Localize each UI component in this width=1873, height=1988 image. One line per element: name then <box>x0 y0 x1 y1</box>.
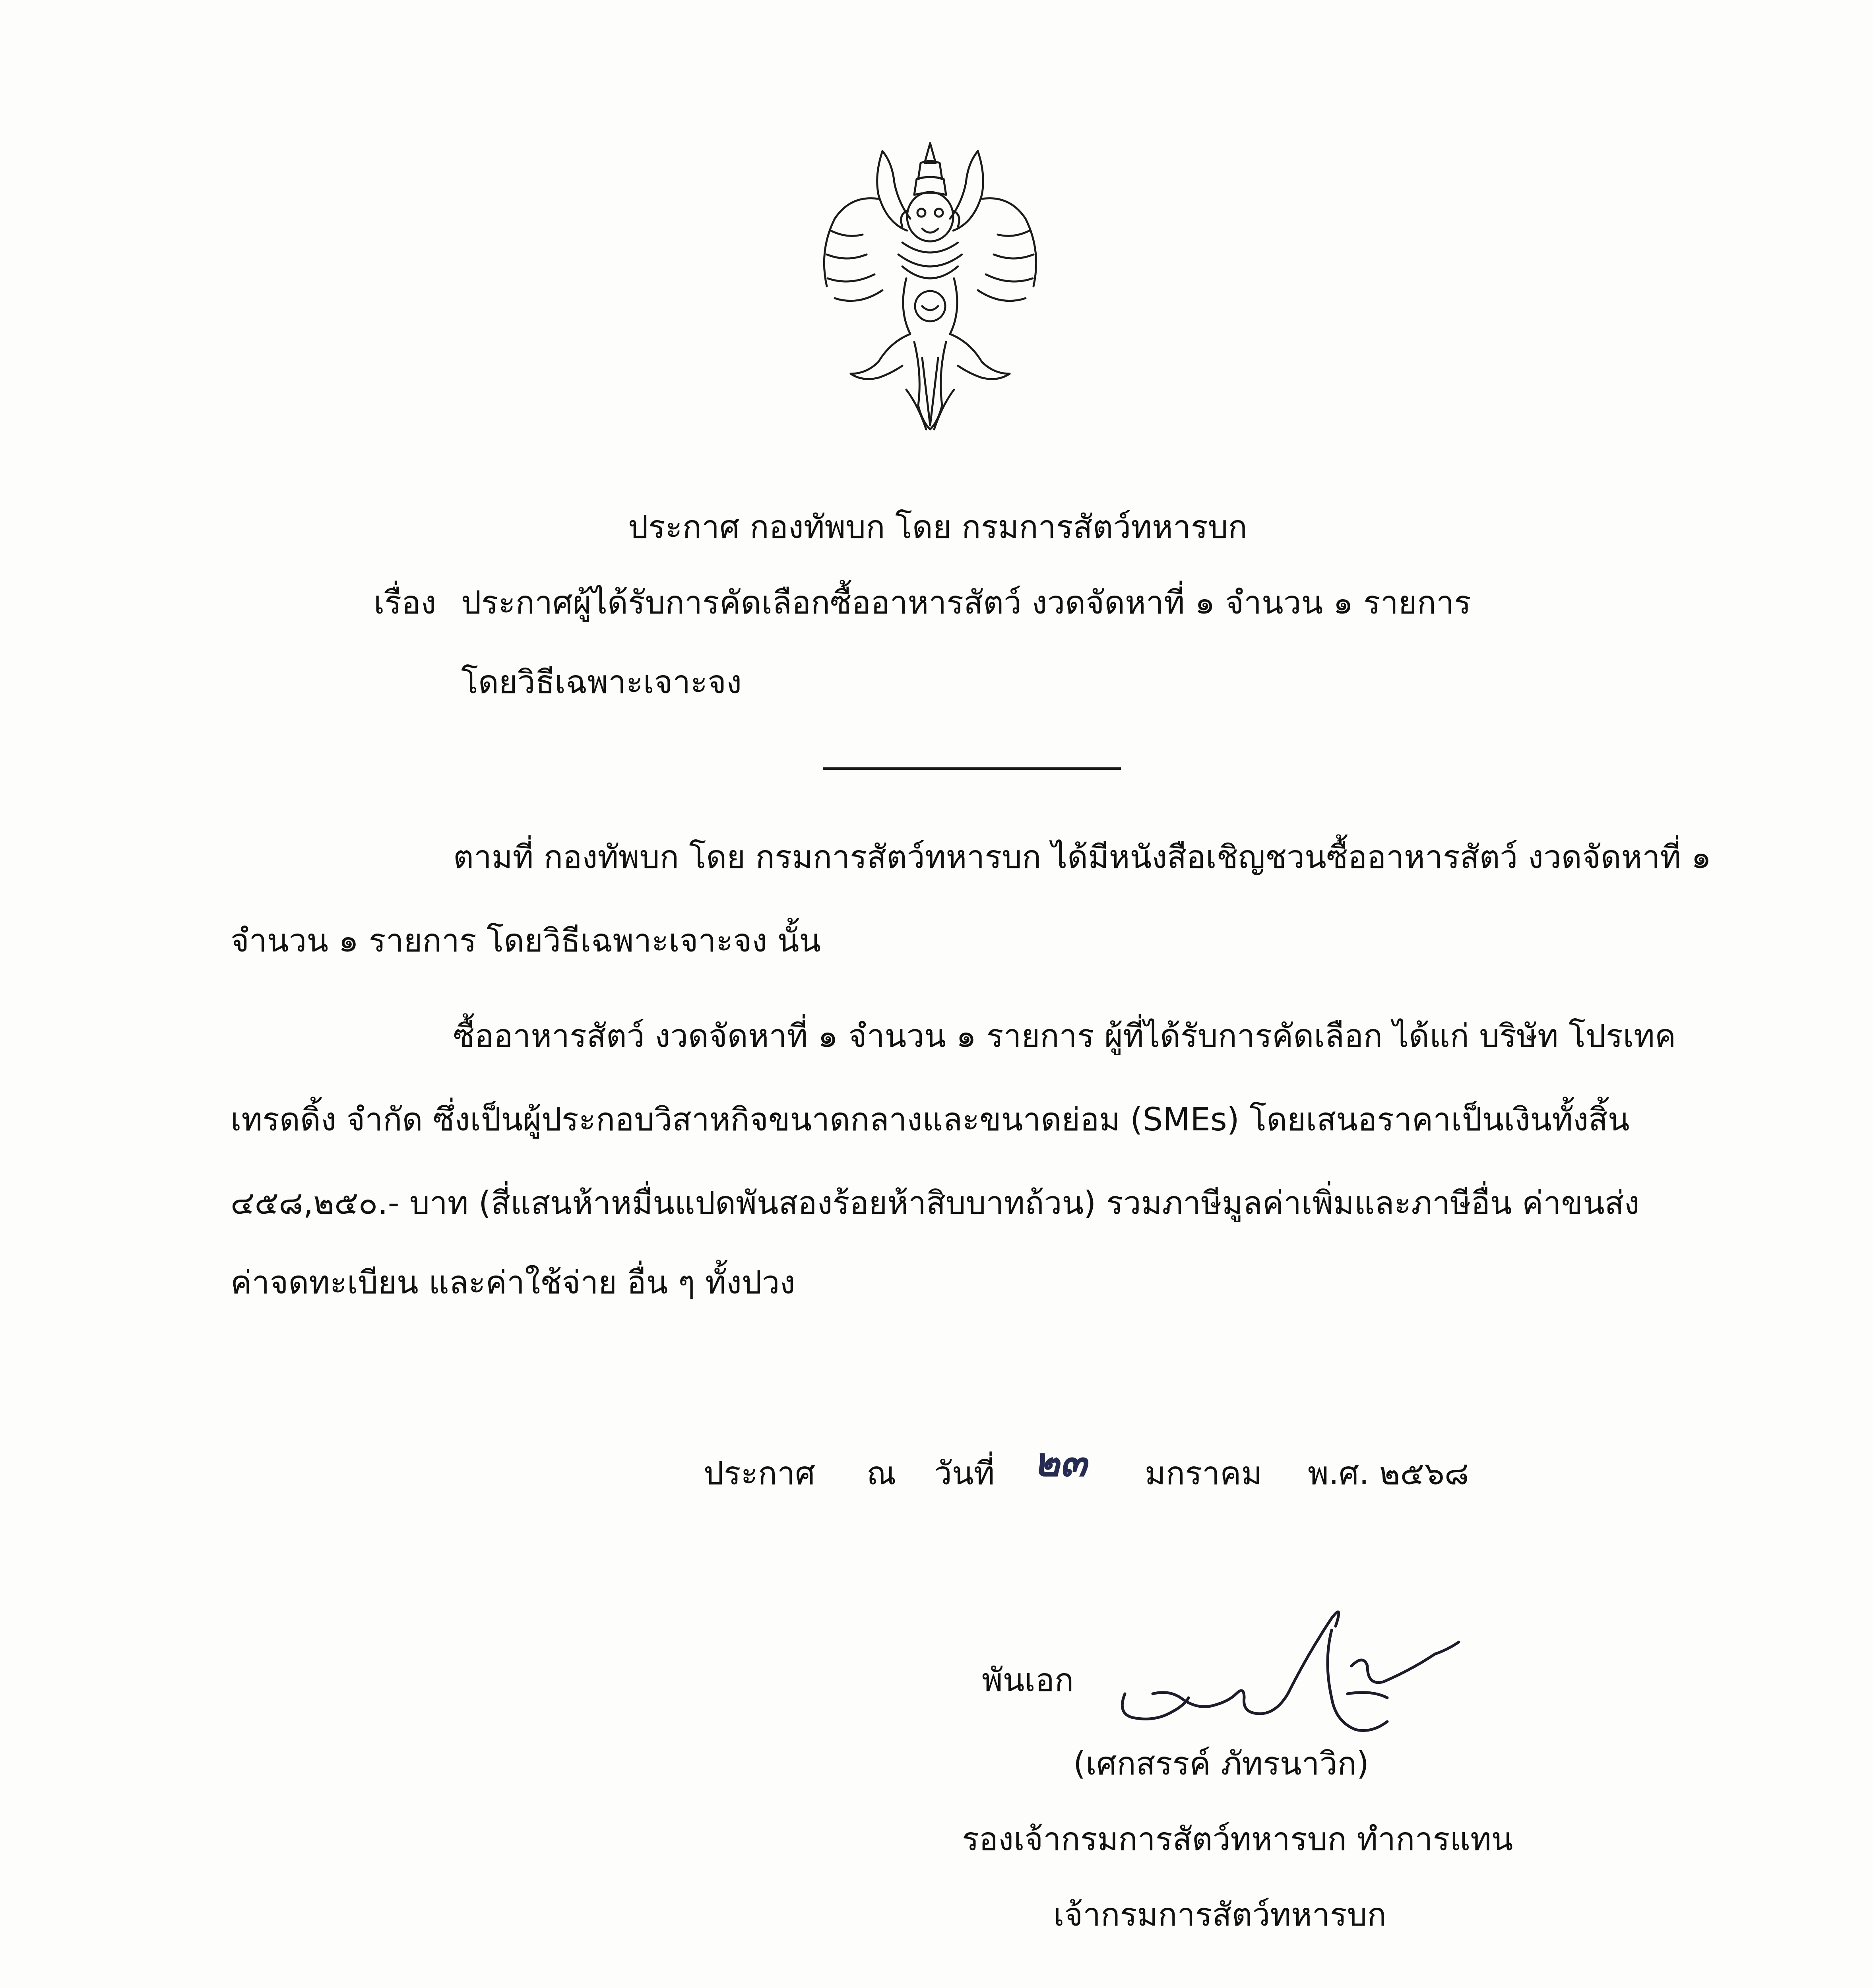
signer-position-line1: รองเจ้ากรมการสัตว์ทหารบก ทำการแทน <box>962 1821 1513 1858</box>
body-para2-line2: เทรดดิ้ง จำกัด ซึ่งเป็นผู้ประกอบวิสาหกิจขนาดกลางและขนาดย่อม (SMEs) โดยเสนอราคาเป็นเงินทั้งสิ้น <box>231 1101 1630 1138</box>
body-para2-line4: ค่าจดทะเบียน และค่าใช้จ่าย อื่น ๆ ทั้งปวง <box>231 1264 795 1301</box>
subject-continuation: โดยวิธีเฉพาะเจาะจง <box>461 664 742 701</box>
header-divider <box>823 767 1121 770</box>
date-month: มกราคม <box>1145 1455 1262 1492</box>
date-at-word: ณ <box>867 1455 896 1492</box>
announcement-title: ประกาศ กองทัพบก โดย กรมการสัตว์ทหารบก <box>628 509 1247 546</box>
body-para2-line1: ซื้ออาหารสัตว์ งวดจัดหาที่ ๑ จำนวน ๑ รายการ ผู้ที่ได้รับการคัดเลือก ได้แก่ บริษัท โปรเทค <box>453 1017 1676 1054</box>
date-day-handwritten: ๒๓ <box>1033 1439 1087 1485</box>
subject-text: ประกาศผู้ได้รับการคัดเลือกซื้ออาหารสัตว์ งวดจัดหาที่ ๑ จำนวน ๑ รายการ <box>461 584 1472 621</box>
signer-rank: พันเอก <box>982 1662 1074 1699</box>
body-para1-line2: จำนวน ๑ รายการ โดยวิธีเฉพาะเจาะจง นั้น <box>231 922 821 959</box>
handwritten-signature <box>1109 1594 1467 1761</box>
date-day-label: วันที่ <box>934 1455 995 1492</box>
date-announce-word: ประกาศ <box>704 1455 815 1492</box>
body-para2-line3: ๔๕๘,๒๕๐.- บาท (สี่แสนห้าหมื่นแปดพันสองร้อยห้าสิบบาทถ้วน) รวมภาษีมูลค่าเพิ่มและภาษีอื่น ค่าขนส่ง <box>231 1184 1640 1221</box>
signer-name: (เศกสรรค์ ภัทรนาวิก) <box>1073 1745 1369 1782</box>
date-year: พ.ศ. ๒๕๖๘ <box>1308 1455 1469 1492</box>
signer-position-line2: เจ้ากรมการสัตว์ทหารบก <box>1053 1896 1386 1933</box>
garuda-emblem-icon <box>803 135 1057 437</box>
body-para1-line1: ตามที่ กองทัพบก โดย กรมการสัตว์ทหารบก ได้มีหนังสือเชิญชวนซื้ออาหารสัตว์ งวดจัดหาที่ ๑ <box>453 839 1712 876</box>
subject-label: เรื่อง <box>374 584 436 621</box>
